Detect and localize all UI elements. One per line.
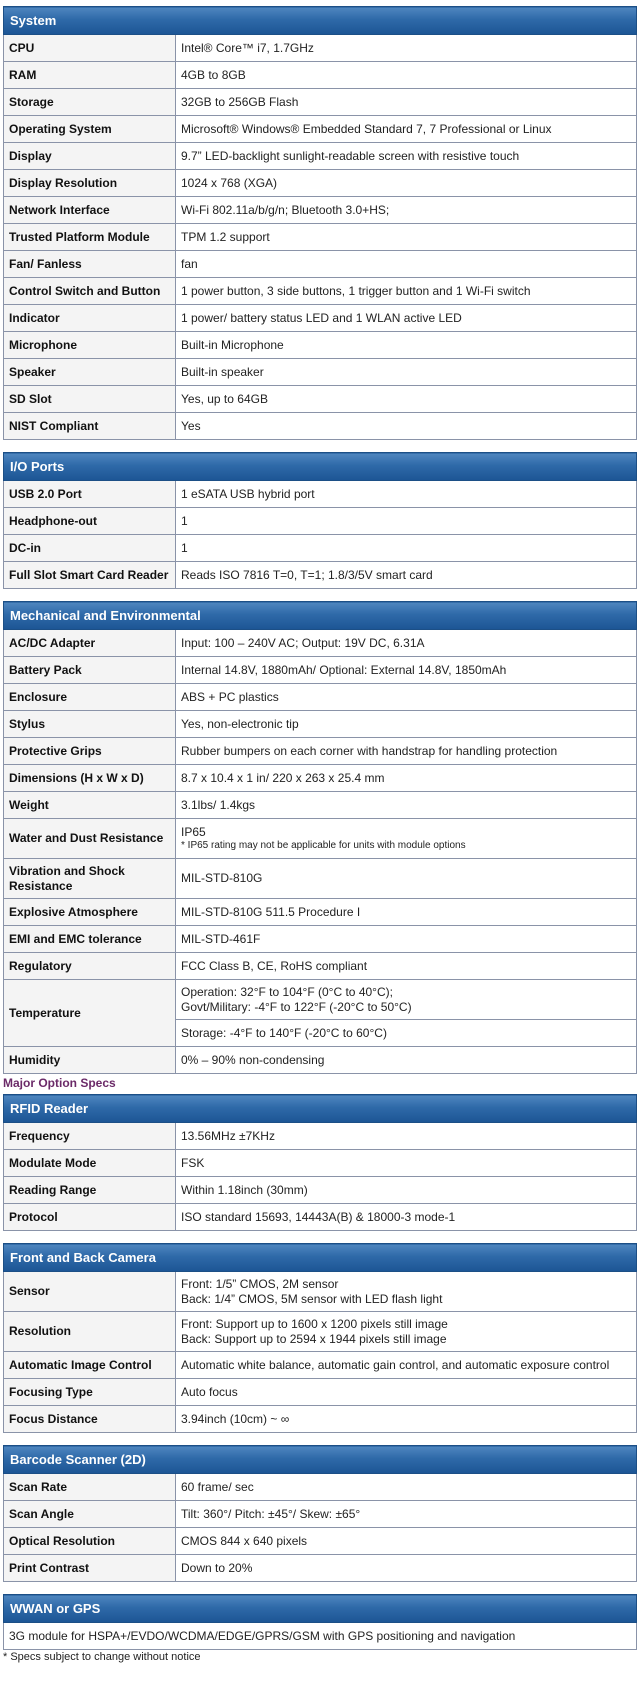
row-value: Tilt: 360°/ Pitch: ±45°/ Skew: ±65° (176, 1501, 637, 1528)
table-row (4, 859, 637, 899)
section-header: Mechanical and Environmental (4, 602, 637, 630)
section-header: I/O Ports (4, 453, 637, 481)
row-label: Network Interface (4, 197, 176, 224)
row-label: Indicator (4, 305, 176, 332)
row-label: Fan/ Fanless (4, 251, 176, 278)
row-value: ABS + PC plastics (176, 684, 637, 711)
row-label: Scan Angle (4, 1501, 176, 1528)
row-label: Temperature (4, 980, 176, 1047)
row-value: 13.56MHz ±7KHz (176, 1123, 637, 1150)
table-row (4, 1555, 637, 1582)
row-value: 60 frame/ sec (176, 1474, 637, 1501)
row-value: CMOS 844 x 640 pixels (176, 1528, 637, 1555)
row-value: 3.94inch (10cm) ~ ∞ (176, 1406, 637, 1433)
row-label: Reading Range (4, 1177, 176, 1204)
row-value: TPM 1.2 support (176, 224, 637, 251)
row-value: fan (176, 251, 637, 278)
row-value: Built-in speaker (176, 359, 637, 386)
table-row (4, 116, 637, 143)
row-value: Internal 14.8V, 1880mAh/ Optional: External 14.8V, 1850mAh (176, 657, 637, 684)
row-label: Dimensions (H x W x D) (4, 765, 176, 792)
table-row (4, 1312, 637, 1352)
row-value: Microsoft® Windows® Embedded Standard 7, 7 Professional or Linux (176, 116, 637, 143)
camera-table (3, 1243, 637, 1433)
table-row (4, 1272, 637, 1312)
row-label: Microphone (4, 332, 176, 359)
resolution-front: Front: Support up to 1600 x 1200 pixels still image (181, 1316, 448, 1331)
ip65-note: * IP65 rating may not be applicable for units with module options (181, 840, 466, 851)
major-option-specs-label: Major Option Specs (3, 1076, 116, 1090)
row-value: 1024 x 768 (XGA) (176, 170, 637, 197)
table-row (4, 386, 637, 413)
row-label: Trusted Platform Module (4, 224, 176, 251)
row-value: 3.1lbs/ 1.4kgs (176, 792, 637, 819)
table-row (4, 481, 637, 508)
table-row (4, 1406, 637, 1433)
row-value: FCC Class B, CE, RoHS compliant (176, 953, 637, 980)
table-row (4, 359, 637, 386)
table-row (4, 278, 637, 305)
row-label: EMI and EMC tolerance (4, 926, 176, 953)
row-value: 8.7 x 10.4 x 1 in/ 220 x 263 x 25.4 mm (176, 765, 637, 792)
row-label: Headphone-out (4, 508, 176, 535)
row-label: Stylus (4, 711, 176, 738)
section-header: RFID Reader (4, 1095, 637, 1123)
table-row (4, 1177, 637, 1204)
row-value: Wi-Fi 802.11a/b/g/n; Bluetooth 3.0+HS; (176, 197, 637, 224)
sensor-back: Back: 1/4” CMOS, 5M sensor with LED flash light (181, 1291, 443, 1306)
table-row (4, 332, 637, 359)
mechanical-table (3, 601, 637, 1074)
table-row (4, 1150, 637, 1177)
table-row (4, 251, 637, 278)
table-row (4, 413, 637, 440)
sensor-front: Front: 1/5” CMOS, 2M sensor (181, 1276, 339, 1291)
row-value: ISO standard 15693, 14443A(B) & 18000-3 mode-1 (176, 1204, 637, 1231)
row-label: USB 2.0 Port (4, 481, 176, 508)
wwan-table (3, 1594, 637, 1650)
row-label: Regulatory (4, 953, 176, 980)
section-header: System (4, 7, 637, 35)
row-value: 1 eSATA USB hybrid port (176, 481, 637, 508)
row-label: Sensor (4, 1272, 176, 1312)
table-row (4, 980, 637, 1020)
row-label: DC-in (4, 535, 176, 562)
table-row (4, 305, 637, 332)
table-row (4, 1474, 637, 1501)
row-value-text: IP65 (181, 825, 206, 839)
row-value: Yes, non-electronic tip (176, 711, 637, 738)
row-value: Reads ISO 7816 T=0, T=1; 1.8/3/5V smart card (176, 562, 637, 589)
row-value: MIL-STD-810G (176, 859, 637, 899)
section-header: Front and Back Camera (4, 1244, 637, 1272)
row-label: Water and Dust Resistance (4, 819, 176, 859)
section-header: Barcode Scanner (2D) (4, 1446, 637, 1474)
row-label: Resolution (4, 1312, 176, 1352)
row-value: Built-in Microphone (176, 332, 637, 359)
table-row (4, 630, 637, 657)
table-row (4, 197, 637, 224)
temperature-military: Govt/Military: -4°F to 122°F (-20°C to 50°C) (181, 999, 412, 1014)
row-label: CPU (4, 35, 176, 62)
footnote: * Specs subject to change without notice (3, 1651, 201, 1663)
row-label: Frequency (4, 1123, 176, 1150)
row-label: Protective Grips (4, 738, 176, 765)
temperature-storage: Storage: -4°F to 140°F (-20°C to 60°C) (176, 1020, 637, 1047)
row-value (176, 980, 637, 1020)
row-value: Within 1.18inch (30mm) (176, 1177, 637, 1204)
section-header: WWAN or GPS (4, 1595, 637, 1623)
table-row (4, 684, 637, 711)
row-label: Optical Resolution (4, 1528, 176, 1555)
row-label: Focus Distance (4, 1406, 176, 1433)
table-row (4, 535, 637, 562)
resolution-back: Back: Support up to 2594 x 1944 pixels still image (181, 1331, 447, 1346)
row-label: NIST Compliant (4, 413, 176, 440)
row-value (176, 1312, 637, 1352)
table-row (4, 819, 637, 859)
row-value: 4GB to 8GB (176, 62, 637, 89)
row-value: 9.7” LED-backlight sunlight-readable screen with resistive touch (176, 143, 637, 170)
row-value: 1 power/ battery status LED and 1 WLAN active LED (176, 305, 637, 332)
row-label: Explosive Atmosphere (4, 899, 176, 926)
row-value: Yes (176, 413, 637, 440)
row-label: Storage (4, 89, 176, 116)
row-label: Vibration and Shock Resistance (4, 859, 176, 899)
spec-sheet (0, 6, 637, 1663)
table-row (4, 1623, 637, 1650)
table-row (4, 1379, 637, 1406)
rfid-table (3, 1094, 637, 1231)
table-row (4, 738, 637, 765)
row-value: 32GB to 256GB Flash (176, 89, 637, 116)
row-label: Print Contrast (4, 1555, 176, 1582)
table-row (4, 711, 637, 738)
row-value: Automatic white balance, automatic gain control, and automatic exposure control (176, 1352, 637, 1379)
table-row (4, 899, 637, 926)
row-label: Display (4, 143, 176, 170)
table-row (4, 35, 637, 62)
table-row (4, 143, 637, 170)
row-value: Yes, up to 64GB (176, 386, 637, 413)
row-label: AC/DC Adapter (4, 630, 176, 657)
row-label: Focusing Type (4, 1379, 176, 1406)
table-row (4, 1047, 637, 1074)
table-row (4, 765, 637, 792)
table-row (4, 562, 637, 589)
system-table (3, 6, 637, 440)
row-value: FSK (176, 1150, 637, 1177)
row-label: Scan Rate (4, 1474, 176, 1501)
row-label: Battery Pack (4, 657, 176, 684)
row-label: Humidity (4, 1047, 176, 1074)
row-label: Modulate Mode (4, 1150, 176, 1177)
table-row (4, 1204, 637, 1231)
row-label: RAM (4, 62, 176, 89)
row-value: Intel® Core™ i7, 1.7GHz (176, 35, 637, 62)
row-value: 0% – 90% non-condensing (176, 1047, 637, 1074)
table-row (4, 1123, 637, 1150)
row-label: Operating System (4, 116, 176, 143)
wwan-description: 3G module for HSPA+/EVDO/WCDMA/EDGE/GPRS/GSM with GPS positioning and navigation (4, 1623, 637, 1650)
table-row (4, 224, 637, 251)
row-label: Full Slot Smart Card Reader (4, 562, 176, 589)
table-row (4, 89, 637, 116)
row-value: MIL-STD-810G 511.5 Procedure I (176, 899, 637, 926)
table-row (4, 792, 637, 819)
row-value: 1 power button, 3 side buttons, 1 trigger button and 1 Wi-Fi switch (176, 278, 637, 305)
row-value: 1 (176, 508, 637, 535)
row-label: Weight (4, 792, 176, 819)
table-row (4, 926, 637, 953)
row-label: Protocol (4, 1204, 176, 1231)
row-label: SD Slot (4, 386, 176, 413)
row-value: MIL-STD-461F (176, 926, 637, 953)
row-label: Automatic Image Control (4, 1352, 176, 1379)
barcode-table (3, 1445, 637, 1582)
table-row (4, 657, 637, 684)
row-value (176, 819, 637, 859)
row-value: Rubber bumpers on each corner with handstrap for handling protection (176, 738, 637, 765)
row-label: Display Resolution (4, 170, 176, 197)
table-row (4, 1501, 637, 1528)
row-label: Control Switch and Button (4, 278, 176, 305)
row-value: Down to 20% (176, 1555, 637, 1582)
row-value (176, 1272, 637, 1312)
row-value: Input: 100 – 240V AC; Output: 19V DC, 6.31A (176, 630, 637, 657)
table-row (4, 170, 637, 197)
table-row (4, 62, 637, 89)
row-label: Speaker (4, 359, 176, 386)
table-row (4, 508, 637, 535)
row-value: 1 (176, 535, 637, 562)
row-label: Enclosure (4, 684, 176, 711)
table-row (4, 1528, 637, 1555)
io-ports-table (3, 452, 637, 589)
table-row (4, 1352, 637, 1379)
temperature-operation: Operation: 32°F to 104°F (0°C to 40°C); (181, 984, 393, 999)
table-row (4, 953, 637, 980)
row-value: Auto focus (176, 1379, 637, 1406)
